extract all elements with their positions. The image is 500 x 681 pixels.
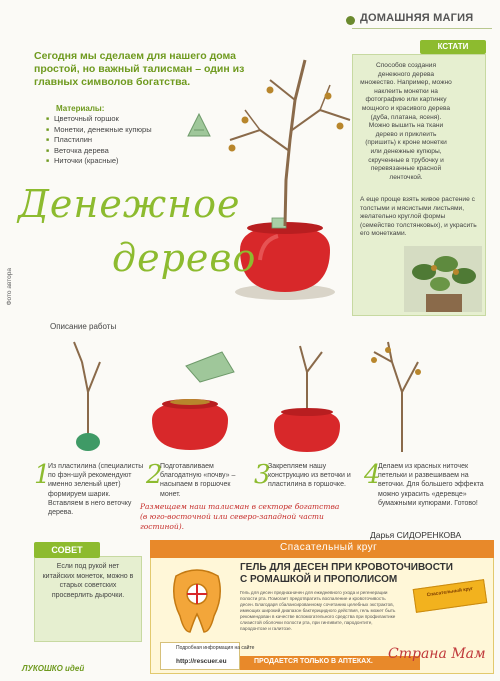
magazine-logo: ЛУКОШКО идей [22, 664, 85, 673]
author-name: Дарья СИДОРЕНКОВА [370, 530, 462, 540]
step-2-text: Подготавливаем благодатную «почву» – насыпаем в горшочек монет. [160, 463, 236, 498]
header-rule [352, 28, 492, 29]
step-2-number: 2 [146, 460, 163, 490]
section-title: ДОМАШНЯЯ МАГИЯ [360, 12, 474, 24]
method-label: Описание работы [50, 322, 117, 331]
step-4-text: Делаем из красных ниточек петельки и развешиваем на веточки. Для большего эффекта можно украсить «деревце» бумажными купюрами. Готово! [378, 463, 484, 507]
product-pack-label: Спасательный круг [426, 586, 474, 599]
tooth-icon [166, 566, 228, 636]
materials-list [46, 114, 186, 167]
ad-brand: Спасательный круг [280, 542, 378, 553]
money-tree-photo [200, 30, 360, 330]
step-1-number: 1 [34, 460, 51, 490]
step-4-photo [362, 332, 442, 456]
site-watermark: Страна Мам [388, 646, 486, 662]
ad-more-info: Подробная информация на сайте [176, 645, 255, 651]
step-4-number: 4 [364, 460, 381, 490]
article-title-line1: Денежное [18, 182, 241, 226]
materials-heading: Материалы: [56, 104, 105, 113]
step-2-photo [142, 332, 238, 456]
ad-body: Гель для десен предназначен для ежедневного ухода и регенерации полости рта. Помогает предотвратить воспаление и кровоточивость десен. Благодаря сбалансированному сочетанию целебных экстрактов, имеющих широкий диапазон бактерицидного действия, гель может быть рекомендован в качестве вспомогательного средства при профилактике слизистой оболочки полости рта, при гингивите, пародонтите, пародонтозе и галитозе. [240, 590, 396, 631]
material-item: ■ Пластилин [46, 135, 186, 146]
material-item: ■ Монетки, денежные купюры [46, 125, 186, 136]
header-bullet-icon [346, 16, 355, 25]
ad-footer: ПРОДАЕТСЯ ТОЛЬКО В АПТЕКАХ. [254, 658, 373, 665]
article-title-line2: дерево [112, 236, 257, 280]
sidebar-tab: КСТАТИ [420, 40, 486, 54]
tip-tab: СОВЕТ [34, 542, 100, 558]
material-item: ■ Ниточки (красные) [46, 156, 186, 167]
placement-caption: Размещаем наш талисман в секторе богатства (в юго-восточной или северо-западной части гостиной). [140, 502, 340, 531]
ad-headline-2: С РОМАШКОЙ И ПРОПОЛИСОМ [240, 574, 398, 585]
photo-credit: Фото автора [6, 268, 13, 306]
sidebar-paragraph-1: Способов создания денежного дерева множество. Например, можно наклеить монетки на фотографию или картинку мощного и красивого дерева (дуба, платана, ясеня). Можно вышить на ткани дерево и приклеить (пришить) к кроне монетки или денежные купюры, скрученные в трубочку и перевязанные красной ленточкой. [360, 62, 452, 181]
step-3-number: 3 [254, 460, 271, 490]
tip-text: Если под рукой нет китайских монеток, можно в старых советских просверлить дырочки. [42, 563, 134, 599]
succulent-photo [404, 246, 482, 312]
intro-text: Сегодня мы сделаем для нашего дома простой, но важный талисман – один из главных символов богатства. [34, 50, 245, 88]
step-3-text: Закрепляем нашу конструкцию из веточки и пластилина в горшочке. [268, 463, 351, 489]
ad-url[interactable]: http://rescuer.eu [176, 658, 227, 665]
step-1-text: Из пластилина (специалисты по фэн-шуй рекомендуют именно зеленый цвет) формируем шарик. Вставляем в него веточку дерева. [48, 463, 144, 517]
material-item: ■ Веточка дерева [46, 146, 186, 157]
sidebar-paragraph-2: А еще проще взять живое растение с толстыми и мясистыми листьями, желательно круглой формы (семейство толстянковых), и украсить его монетками. [360, 196, 477, 238]
material-item: ■ Цветочный горшок [46, 114, 186, 125]
ad-headline-1: ГЕЛЬ ДЛЯ ДЕСЕН ПРИ КРОВОТОЧИВОСТИ [240, 562, 453, 573]
step-3-photo [262, 332, 352, 456]
step-1-photo [44, 332, 136, 456]
